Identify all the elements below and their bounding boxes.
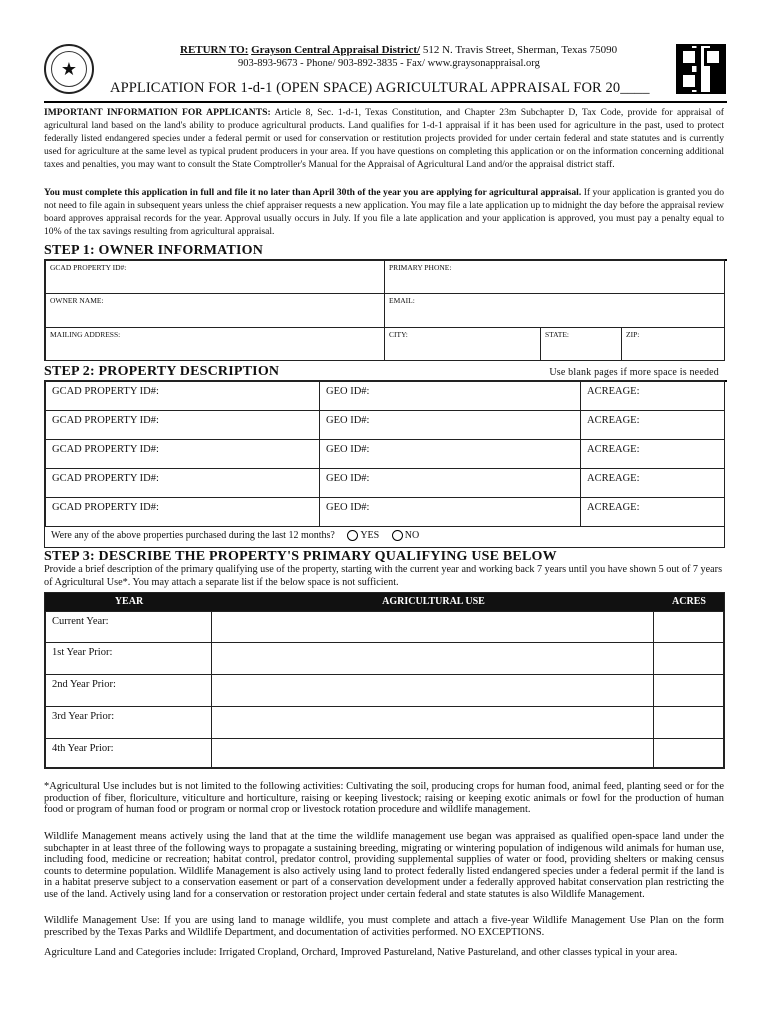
ag-use-note: *Agricultural Use includes but is not limited to the following activities: Cultivating the soil, producing crops for human food, animal feed, planting seed or for the production of fiber, floriculture, viticulture and horticulture, raising or keeping livestock; raising or keeping exotic animals or fowl for the production of human food or program of human food or program or normal crop or livestock rotation procedure and wildlife management.	[44, 781, 724, 815]
use-input-cell[interactable]	[211, 706, 654, 739]
year-label-cell	[45, 674, 212, 707]
row-label: GEO ID#:	[326, 386, 370, 397]
primary-phone-label: PRIMARY PHONE:	[389, 263, 452, 272]
step2-title: STEP 2: PROPERTY DESCRIPTION	[44, 364, 280, 379]
acres-input-cell[interactable]	[653, 611, 724, 643]
year-label: 4th Year Prior:	[52, 743, 114, 754]
acres-input-cell[interactable]	[653, 674, 724, 707]
row-label: GCAD PROPERTY ID#:	[52, 473, 159, 484]
acreage-cell[interactable]	[580, 410, 725, 440]
row-label: GCAD PROPERTY ID#:	[52, 502, 159, 513]
geo-id-cell[interactable]	[319, 468, 581, 498]
year-label-cell	[45, 611, 212, 643]
step3-heading: STEP 3: DESCRIBE THE PROPERTY'S PRIMARY QUALIFYING USE BELOW	[44, 549, 557, 564]
year-label: 1st Year Prior:	[52, 647, 113, 658]
owner-name-field[interactable]	[45, 293, 385, 328]
row-label: GCAD PROPERTY ID#:	[52, 386, 159, 397]
row-label: GEO ID#:	[326, 415, 370, 426]
col-acres-header: ACRES	[654, 593, 724, 611]
email-label: EMAIL:	[389, 296, 415, 305]
property-id-cell[interactable]	[45, 439, 320, 469]
purchase-question: Were any of the above properties purchased during the last 12 months?	[51, 530, 335, 541]
year-label: 3rd Year Prior:	[52, 711, 115, 722]
year-label: Current Year:	[52, 616, 109, 627]
important-info-lead: IMPORTANT INFORMATION FOR APPLICANTS:	[44, 107, 271, 118]
title-divider	[44, 101, 727, 103]
important-info-text: Article 8, Sec. 1-d-1, Texas Constitution, and Chapter 23m Subchapter D, Tax Code, provide for appraisal of agricultural land based on the land's ability to produce agricultural products. Land qualifies for 1-d-1 appraisal if it has been used for agriculture in the past, used to protect federally listed endangered species under a federal permit or used for conservation or restitution projects provided for under certain federal and state statutes and is currently used for agriculture at the same level as typical prudent producers in your area. If you have questions on completing this application or on the information concerning additional taxes and penalties, you may want to consult the State Comptroller's Manual for the Appraisal of Agricultural Land and/or the appraisal district staff.	[44, 107, 724, 170]
mailing-address-field[interactable]	[45, 327, 385, 361]
year-label-cell	[45, 706, 212, 739]
email-field[interactable]	[384, 293, 725, 328]
return-label: RETURN TO:	[180, 44, 249, 56]
county-seal-logo	[44, 44, 94, 94]
use-input-cell[interactable]	[211, 611, 654, 643]
acres-input-cell[interactable]	[653, 706, 724, 739]
geo-id-cell[interactable]	[319, 381, 581, 411]
land-categories-note: Agriculture Land and Categories include: Irrigated Cropland, Orchard, Improved Pastureland, Native Pastureland, and other classes typical in your area.	[44, 947, 678, 958]
property-id-label: GCAD PROPERTY ID#:	[50, 263, 127, 272]
no-radio[interactable]	[392, 530, 403, 541]
acreage-cell[interactable]	[580, 468, 725, 498]
acres-input-cell[interactable]	[653, 738, 724, 768]
mailing-address-label: MAILING ADDRESS:	[50, 330, 121, 339]
row-label: GEO ID#:	[326, 502, 370, 513]
property-id-cell[interactable]	[45, 381, 320, 411]
yes-radio[interactable]	[347, 530, 358, 541]
owner-name-label: OWNER NAME:	[50, 296, 104, 305]
contact-line: 903-893-9673 - Phone/ 903-892-3835 - Fax/ www.graysonappraisal.org	[238, 58, 540, 69]
property-id-cell[interactable]	[45, 497, 320, 527]
acres-input-cell[interactable]	[653, 642, 724, 675]
deadline-text: If your application is granted you do not need to file again in subsequent years unless the chief appraiser requests a new application. You may file a late application up to midnight the day before the appraisal review board approves appraisal records for the year. Approval usually occurs in July. If you file a late application and your application is approved, you must pay a penalty equal to 10% of the tax savings resulting from agricultural appraisal.	[44, 187, 725, 237]
filing-deadline	[44, 186, 724, 238]
use-table	[44, 592, 725, 769]
geo-id-cell[interactable]	[319, 410, 581, 440]
year-label-cell	[45, 738, 212, 768]
year-label-cell	[45, 642, 212, 675]
property-id-cell[interactable]	[45, 468, 320, 498]
zip-field[interactable]	[621, 327, 725, 361]
geo-id-cell[interactable]	[319, 497, 581, 527]
owner-info-grid	[44, 259, 725, 361]
acreage-cell[interactable]	[580, 381, 725, 411]
row-label: GCAD PROPERTY ID#:	[52, 415, 159, 426]
star-icon: ★	[51, 51, 87, 87]
step3-description: Provide a brief description of the primary qualifying use of the property, starting with the current year and working back 7 years until you have shown 5 out of 7 years of Agricultural Use*. You may attach a separate list if the below space is not sufficient.	[44, 564, 723, 588]
qr-code	[676, 44, 726, 94]
row-label: GCAD PROPERTY ID#:	[52, 444, 159, 455]
use-input-cell[interactable]	[211, 674, 654, 707]
state-label: STATE:	[545, 330, 569, 339]
acreage-cell[interactable]	[580, 439, 725, 469]
street-address: 512 N. Travis Street, Sherman, Texas 75090	[422, 44, 618, 56]
row-label: ACREAGE:	[587, 386, 640, 397]
city-label: CITY:	[389, 330, 408, 339]
year-label: 2nd Year Prior:	[52, 679, 116, 690]
wildlife-management-note: Wildlife Management means actively using the land that at the time the wildlife management use began was appraised as qualified open-space land under the subchapter in at least three of the following ways to propagate a sustaining breeding, migrating or wintering population of indigenous wild animals for human use, including food, medicine or recreation; habitat control, predator control, providing supplemental supplies of water or food, providing shelters or making census counts to determine population. Wildlife Management is also actively using land to protect federally listed endangered species under a federal permit if the land is in a habitat preserve subject to a conservation easement or part of a conservation development under a federally approved habitat conservation plan restricting the use of the land. Actively using land for a conservation or restoration project under certain federal and state statutes is also Wildlife Management.	[44, 831, 724, 900]
district-name: Grayson Central Appraisal District/	[251, 44, 421, 56]
row-label: GEO ID#:	[326, 444, 370, 455]
no-label: NO	[404, 530, 420, 541]
row-label: ACREAGE:	[587, 473, 640, 484]
property-id-field[interactable]	[45, 260, 385, 294]
state-field[interactable]	[540, 327, 622, 361]
row-label: ACREAGE:	[587, 444, 640, 455]
row-label: GEO ID#:	[326, 473, 370, 484]
primary-phone-field[interactable]	[384, 260, 725, 294]
zip-label: ZIP:	[626, 330, 640, 339]
property-id-cell[interactable]	[45, 410, 320, 440]
col-use-header: AGRICULTURAL USE	[213, 593, 654, 611]
row-label: ACREAGE:	[587, 502, 640, 513]
yes-label: YES	[360, 530, 380, 541]
return-address	[180, 44, 617, 56]
important-info	[44, 106, 724, 171]
step2-note: Use blank pages if more space is needed	[549, 367, 719, 378]
deadline-bold: You must complete this application in full and file it no later than April 30th of the year you are applying for agricultural appraisal.	[44, 187, 582, 198]
form-title: APPLICATION FOR 1-d-1 (OPEN SPACE) AGRICULTURAL APPRAISAL FOR 20____	[110, 80, 650, 96]
geo-id-cell[interactable]	[319, 439, 581, 469]
city-field[interactable]	[384, 327, 541, 361]
use-input-cell[interactable]	[211, 738, 654, 768]
purchase-question-row	[51, 530, 419, 541]
property-grid	[44, 380, 725, 548]
row-label: ACREAGE:	[587, 415, 640, 426]
step1-heading: STEP 1: OWNER INFORMATION	[44, 243, 727, 261]
acreage-cell[interactable]	[580, 497, 725, 527]
col-year-header: YEAR	[45, 593, 213, 611]
wildlife-use-note: Wildlife Management Use: If you are using land to manage wildlife, you must complete and attach a five-year Wildlife Management Use Plan on the form prescribed by the Texas Parks and Wildlife Department, and documentation of activities performed. NO EXCEPTIONS.	[44, 915, 724, 938]
use-input-cell[interactable]	[211, 642, 654, 675]
